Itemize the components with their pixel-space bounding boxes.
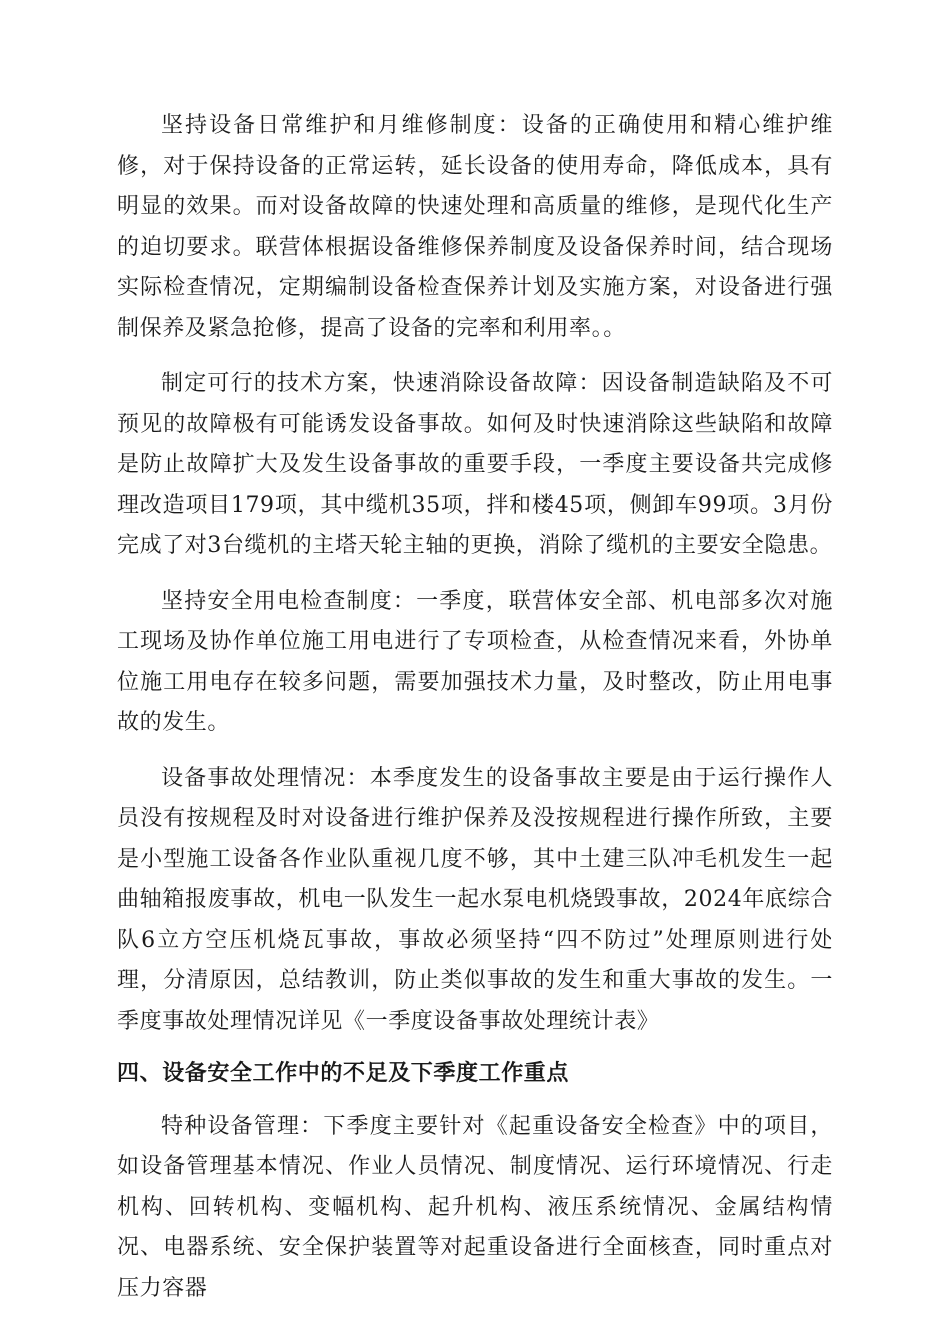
paragraph-equipment-maintenance: 坚持设备日常维护和月维修制度：设备的正确使用和精心维护维修，对于保持设备的正常运转，延长设备的使用寿命，降低成本，具有明显的效果。而对设备故障的快速处理和高质量的维修，是现代化生产的迫切要求。联营体根据设备维修保养制度及设备保养时间，结合现场实际检查情况，定期编制设备检查保养计划及实施方案，对设备进行强制保养及紧急抢修，提高了设备的完率和利用率。。 <box>117 113 833 341</box>
paragraph-special-equipment: 特种设备管理：下季度主要针对《起重设备安全检查》中的项目，如设备管理基本情况、作业人员情况、制度情况、运行环境情况、行走机构、回转机构、变幅机构、起升机构、液压系统情况、金属结构情况、电器系统、安全保护装置等对起重设备进行全面核查，同时重点对压力容器 <box>117 1113 833 1301</box>
paragraph-accident-handling: 设备事故处理情况：本季度发生的设备事故主要是由于运行操作人员没有按规程及时对设备进行维护保养及没按规程进行操作所致，主要是小型施工设备各作业队重视几度不够，其中土建三队冲毛机发生一起曲轴箱报废事故，机电一队发生一起水泵电机烧毁事故，2024年底综合队6立方空压机烧瓦事故，事故必须坚持“四不防过”处理原则进行处理，分清原因，总结教训，防止类似事故的发生和重大事故的发生。一季度事故处理情况详见《一季度设备事故处理统计表》 <box>117 765 833 1034</box>
section-heading: 四、设备安全工作中的不足及下季度工作重点 <box>117 1061 570 1086</box>
paragraph-fault-elimination: 制定可行的技术方案，快速消除设备故障：因设备制造缺陷及不可预见的故障极有可能诱发设备事故。如何及时快速消除这些缺陷和故障是防止故障扩大及发生设备事故的重要手段，一季度主要设备共完成修理改造项目179项，其中缆机35项，拌和楼45项，侧卸车99项。3月份完成了对3台缆机的主塔天轮主轴的更换，消除了缆机的主要安全隐患。 <box>117 371 833 558</box>
document-page <box>117 106 833 1309</box>
paragraph-electrical-safety: 坚持安全用电检查制度：一季度，联营体安全部、机电部多次对施工现场及协作单位施工用电进行了专项检查，从检查情况来看，外协单位施工用电存在较多问题，需要加强技术力量，及时整改，防止用电事故的发生。 <box>117 588 833 735</box>
